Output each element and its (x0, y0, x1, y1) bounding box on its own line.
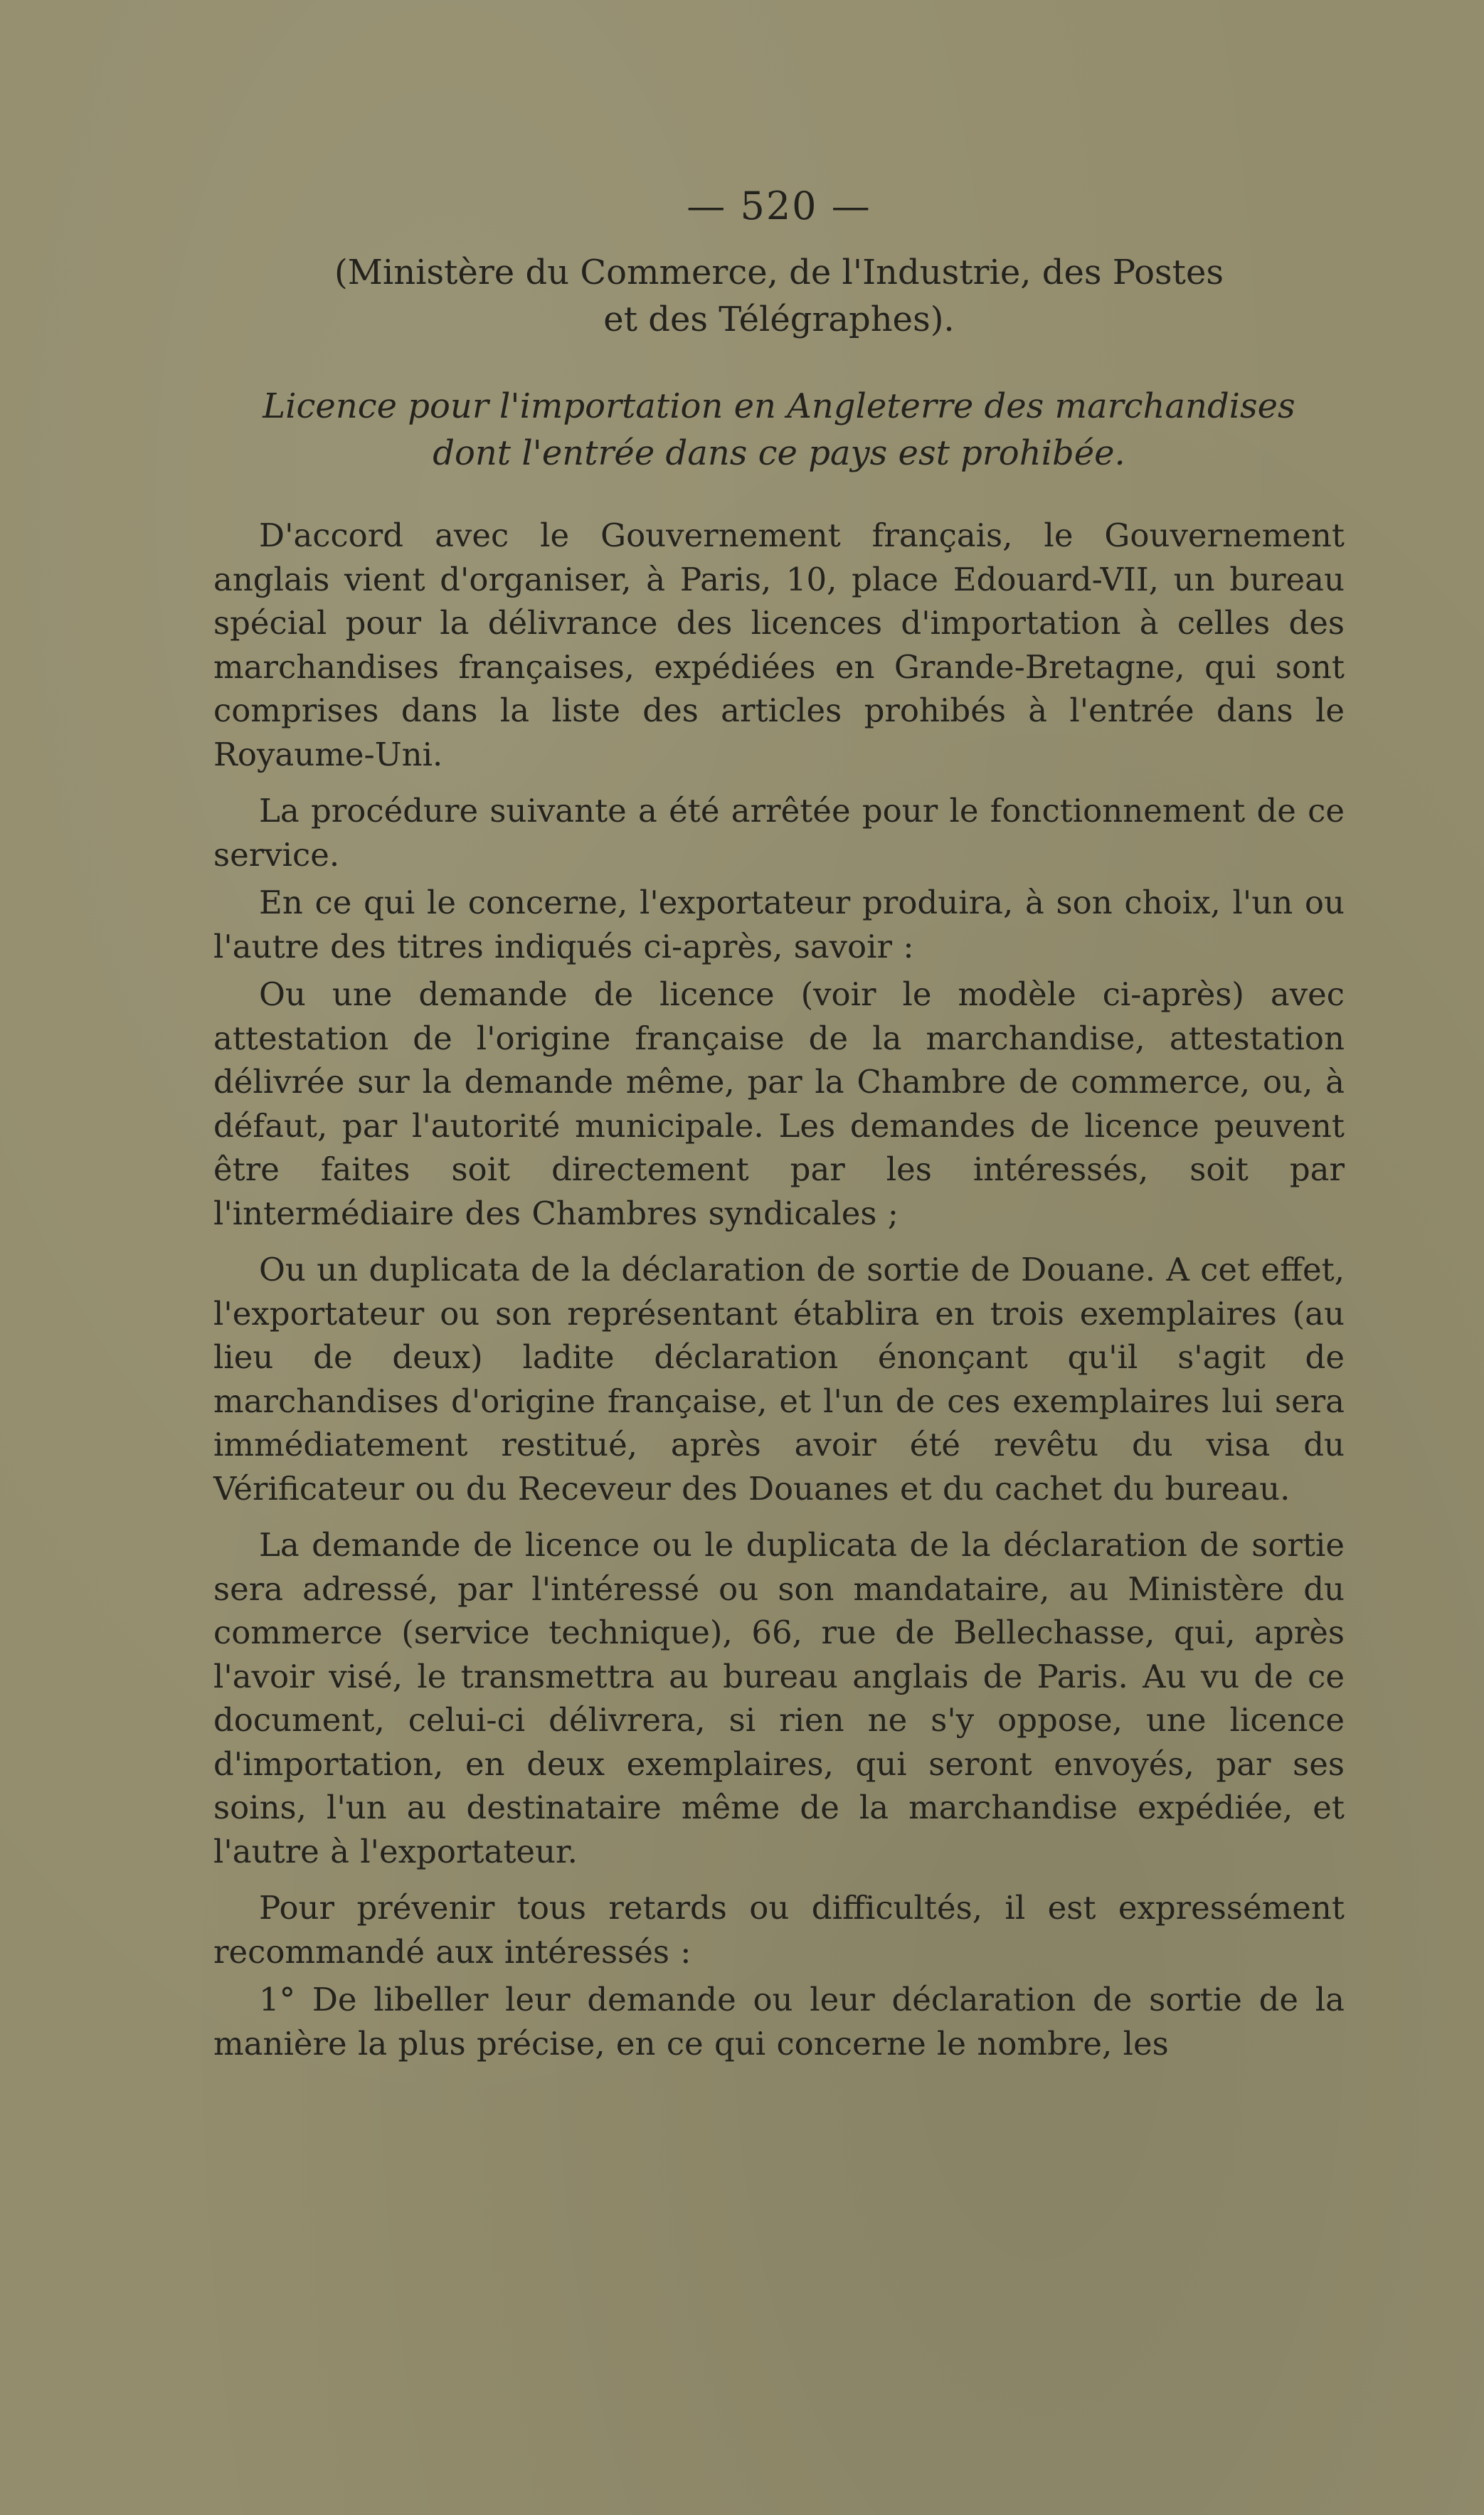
paragraph-agreement: D'accord avec le Gouvernement français, le Gouvernement anglais vient d'organiser, à Paris, 10, place Edouard-VII, un bureau spécial pour la délivrance des licences d'importation à celles des marchandises françaises, expédiées en Grande-Bretagne, qui sont comprises dans la liste des articles prohibés à l'entrée dans le Royaume-Uni. (213, 517, 1345, 773)
document-title-line-2: dont l'entrée dans ce pays est prohibée. (433, 433, 1125, 473)
ministry-heading-line-1: (Ministère du Commerce, de l'Industrie, des Postes (334, 253, 1224, 292)
ministry-heading-line-2: et des Télégraphes). (603, 300, 955, 339)
paragraph-item-1: 1° De libeller leur demande ou leur déclaration de sortie de la manière la plus précise, en ce qui concerne le nombre, les (213, 1981, 1345, 2063)
text-column (213, 178, 1345, 2078)
paragraph-exporter: En ce qui le concerne, l'exportateur produira, à son choix, l'un ou l'autre des titres indiqués ci-après, savoir : (213, 884, 1345, 965)
page-number: — 520 — (687, 184, 871, 228)
paragraph-licence-request: Ou une demande de licence (voir le modèle ci-après) avec attestation de l'origine française de la marchandise, attestation délivrée sur la demande même, par la Chambre de commerce, ou, à défaut, par l'autorité municipale. Les demandes de licence peuvent être faites soit directement par les intéressés, soit par l'intermédiaire des Chambres syndicales ; (213, 975, 1345, 1232)
paragraph-customs-duplicate: Ou un duplicata de la déclaration de sortie de Douane. A cet effet, l'exportateur ou son représentant établira en trois exemplaires (au lieu de deux) ladite déclaration énonçant qu'il s'agit de marchandises d'origine française, et l'un de ces exemplaires lui sera immédiatement restitué, après avoir été revêtu du visa du Vérificateur ou du Receveur des Douanes et du cachet du bureau. (213, 1251, 1345, 1508)
document-title (213, 383, 1345, 477)
document-title-line-1: Licence pour l'importation en Angleterre des marchandises (263, 386, 1295, 426)
ministry-heading (213, 249, 1345, 343)
paragraph-submission: La demande de licence ou le duplicata de la déclaration de sortie sera adressé, par l'intéressé ou son mandataire, au Ministère du commerce (service technique), 66, rue de Bellechasse, qui, après l'avoir visé, le transmettra au bureau anglais de Paris. Au vu de ce document, celui-ci délivrera, si rien ne s'y oppose, une licence d'importation, en deux exemplaires, qui seront envoyés, par ses soins, l'un au destinataire même de la marchandise expédiée, et l'autre à l'exportateur. (213, 1526, 1345, 1870)
paragraph-procedure: La procédure suivante a été arrêtée pour le fonctionnement de ce service. (213, 792, 1345, 874)
paragraph-recommendation: Pour prévenir tous retards ou difficultés, il est expressément recommandé aux intéressés : (213, 1889, 1345, 1971)
